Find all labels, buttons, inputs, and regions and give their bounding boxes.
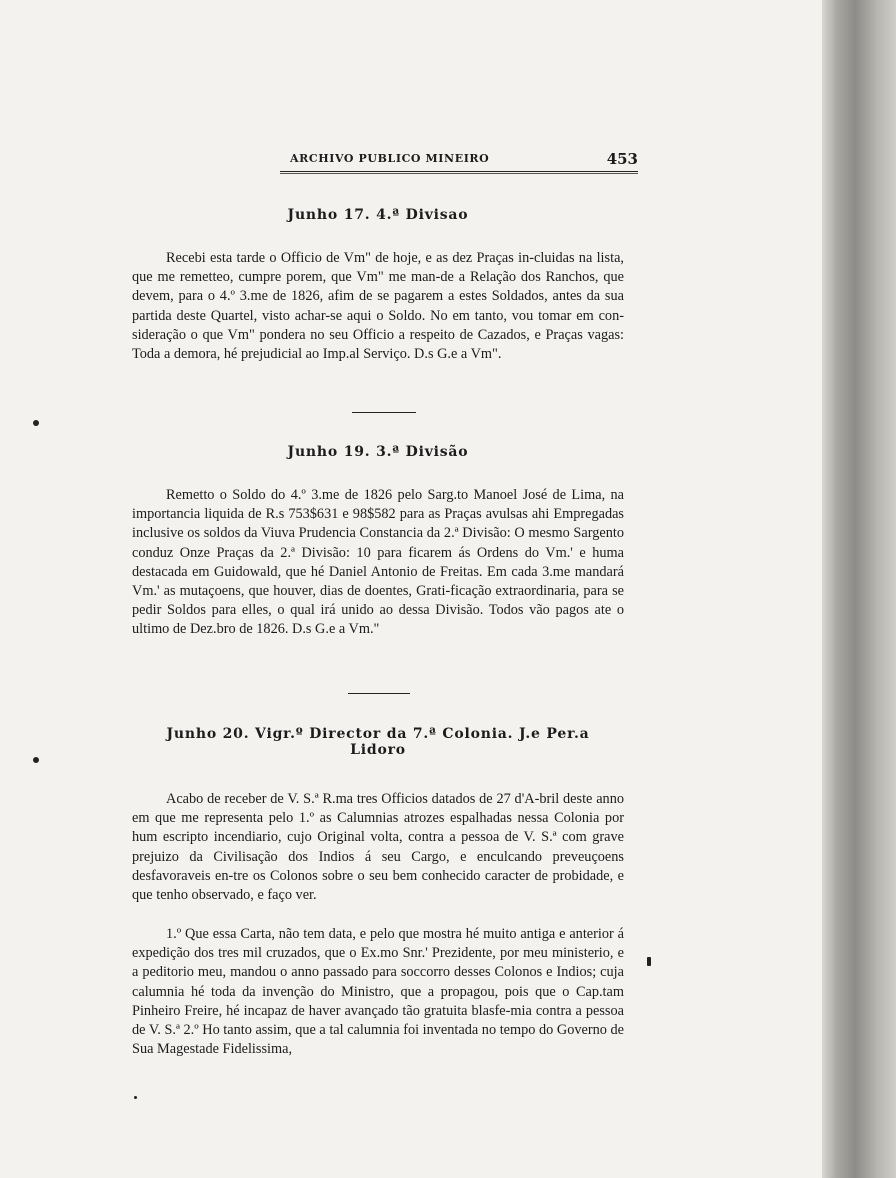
entry-heading-line: Junho 20. Vigr.º Director da 7.ª Colonia. J.e Per.a: [166, 726, 590, 742]
header-rule: [280, 171, 638, 174]
entry-paragraph: Remetto o Soldo do 4.º 3.me de 1826 pelo Sarg.to Manoel José de Lima, na importancia liquida de R.s 753$631 e 98$582 para as Praças avulsas ahi Empregadas inclusive os soldos da Viuva Prudencia Constancia da 2.ª Divisão: O mesmo Sargento conduz Onze Praças da 2.ª Divisão: 10 para ficarem ás Ordens do Vm.' e huma destacada em Guidowald, que hé Daniel Antonio de Freitas. Em cada 3.me mandará Vm.' as mutaçoens, que houver, dias de doentes, Grati-ficação extraordinaria, para se pedir Soldos para elles, o qual irá unido ao dessa Divisão. Todos vão pagos ate o ultimo de Dez.bro de 1826. D.s G.e a Vm.": [132, 487, 624, 638]
entry-heading: [132, 726, 624, 758]
page-number: 453: [606, 150, 638, 168]
entry-heading: Junho 19. 3.ª Divisão: [287, 444, 469, 460]
scan-mark: [647, 957, 651, 966]
section-divider: [348, 693, 410, 694]
entry-paragraph: 1.º Que essa Carta, não tem data, e pelo que mostra hé muito antiga e anterior á expedição dos tres mil cruzados, que o Ex.mo Snr.' Prezidente, por meu ministerio, e a peditorio meu, mandou o anno passado para soccorro desses Colonos e Indios; cuja calumnia hé toda da invenção do Ministro, que a propagou, pois que o Cap.tam Pinheiro Freire, hé incapaz de haver avançado tão gratuita blasfe-mia contra a pessoa de V. S.ª 2.º Ho tanto assim, que a tal calumnia foi inventada no tempo do Governo de Sua Magestade Fidelissima,: [132, 926, 624, 1058]
entry-paragraph: Recebi esta tarde o Officio de Vm" de hoje, e as dez Praças in-cluidas na lista, que me remetteo, cumpre porem, que Vm" me man-de a Relação dos Ranchos, que devem, para o 4.º 3.me de 1826, afim de se pagarem a estes Soldados, antes da sua partida deste Quartel, visto achar-se aqui o Soldo. No em tanto, vou tomar em con-sideração o que Vm" pondera no seu Officio a respeito de Cazados, e Praças vagas: Toda a demora, hé prejudicial ao Imp.al Serviço. D.s G.e a Vm".: [132, 250, 624, 363]
scan-mark: [134, 1096, 137, 1099]
running-header: [282, 150, 638, 170]
header-title: ARCHIVO PUBLICO MINEIRO: [290, 152, 490, 165]
entry-heading-line: Lidoro: [350, 742, 406, 758]
entry-heading: Junho 17. 4.ª Divisao: [287, 207, 469, 223]
entry-paragraph: Acabo de receber de V. S.ª R.ma tres Officios datados de 27 d'A-bril deste anno em que me representa pelo 1.º as Calumnias atrozes espalhadas nessa Colonia por hum escripto incendiario, cujo Original volta, contra a pessoa de V. S.ª com grave prejuizo da Civilisação dos Indios á seu Cargo, e enculcando preveuçoens desfavoraveis en-tre os Colonos sobre o seu bem conhecido caracter de probidade, e que tenho observado, e faço ver.: [132, 791, 624, 904]
scan-mark: [33, 757, 39, 763]
book-page-edge: [822, 0, 896, 1178]
section-divider: [352, 412, 416, 413]
scan-mark: [33, 420, 39, 426]
